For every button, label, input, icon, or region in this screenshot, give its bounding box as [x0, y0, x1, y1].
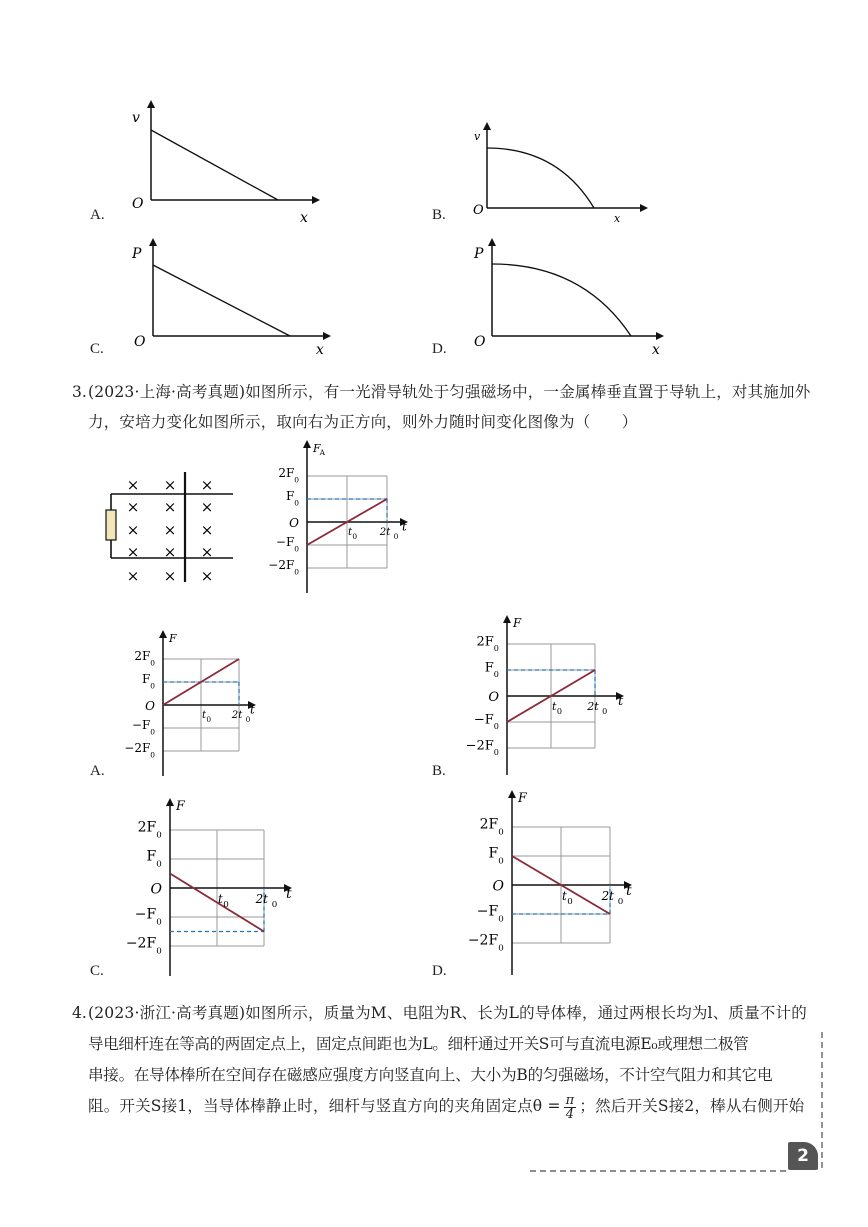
- q3-c-tick-f0-sub: 0: [156, 859, 162, 870]
- q3-b-f-label: F: [513, 616, 522, 630]
- option-b-curve: [487, 148, 594, 208]
- q3-option-d-graph: [466, 790, 646, 980]
- option-c-line: [153, 265, 290, 336]
- q3-option-b-label: B.: [432, 763, 446, 779]
- q3-c-tick-t0: t: [218, 892, 223, 906]
- q3-b-tick-2f0: 2F: [476, 634, 494, 650]
- q3-d-tick-neg-2f0: −2F: [467, 932, 499, 949]
- q3-force-tick-t0: t: [348, 527, 353, 538]
- q3-force-tick-neg-2f0: −2F: [268, 558, 295, 573]
- option-c-yaxis: P: [132, 246, 142, 262]
- q3-a-tick-t0: t: [202, 710, 207, 721]
- q3-b-t-label: t: [618, 694, 624, 710]
- q3-a-tick-neg-2f0: −2F: [124, 741, 151, 756]
- q3-c-tick-t0-sub: 0: [223, 900, 229, 910]
- q3-force-tick-neg-f0-sub: 0: [294, 544, 300, 554]
- option-c-label: C.: [90, 341, 104, 357]
- option-a-yaxis: v: [132, 110, 140, 126]
- q3-rail-diagram: [100, 470, 240, 590]
- q3-d-tick-t0-sub: 0: [567, 897, 573, 907]
- option-b-label: B.: [432, 207, 446, 223]
- q3-d-tick-neg-2f0-sub: 0: [498, 943, 504, 954]
- q3-b-tick-t0-sub: 0: [556, 707, 562, 716]
- q3-b-tick-neg-f0: −F: [473, 712, 494, 728]
- q3-option-b-graph: [466, 615, 636, 780]
- q3-option-c-graph: [116, 798, 306, 980]
- option-b-origin: O: [473, 203, 484, 218]
- q3-number: 3.: [72, 383, 87, 401]
- q3-a-tick-2t0-sub: 0: [245, 715, 251, 724]
- q3-d-tick-f0-sub: 0: [498, 856, 504, 867]
- q3-b-tick-2t0: 2t: [587, 700, 599, 713]
- q3-force-f-label: F: [313, 442, 321, 455]
- q3-d-t-label: t: [626, 882, 632, 899]
- q3-a-tick-f0-sub: 0: [150, 681, 156, 691]
- q4-line4b: ；然后开关S接2，棒从右侧开始: [579, 1097, 805, 1115]
- q3-c-tick-neg-2f0-sub: 0: [156, 946, 162, 957]
- q3-d-tick-t0: t: [562, 889, 567, 903]
- q3-line2: 力，安培力变化如图所示，取向右为正方向，则外力随时间变化图像为（ ）: [88, 413, 638, 431]
- option-c-graph: [120, 238, 335, 358]
- q3-force-f-label-sub: A: [319, 448, 325, 457]
- q3-field-cross-0-1: ×: [163, 476, 177, 494]
- q3-b-tick-neg-f0-sub: 0: [493, 721, 499, 731]
- option-b-xaxis: x: [614, 212, 621, 225]
- q3-c-tick-2f0-sub: 0: [156, 830, 162, 841]
- q3-c-tick-2t0-sub: 0: [271, 900, 278, 910]
- q3-option-c-label: C.: [90, 963, 104, 979]
- q3-field-cross-3-1: ×: [163, 543, 177, 561]
- q3-c-f-label: F: [176, 798, 185, 813]
- q3-field-cross-0-2: ×: [200, 476, 214, 494]
- q3-c-tick-2f0: 2F: [137, 819, 157, 836]
- option-a-line: [151, 130, 278, 200]
- q3-d-origin: O: [492, 878, 504, 895]
- option-d-label: D.: [432, 341, 447, 357]
- q3-field-cross-1-1: ×: [163, 498, 177, 516]
- q3-d-tick-2t0: 2t: [601, 889, 614, 903]
- q3-a-f-label: F: [169, 632, 177, 645]
- q3-d-tick-f0: F: [488, 845, 499, 862]
- q4-line4a: 阻。开关S接1，当导体棒静止时，细杆与竖直方向的夹角固定点θ =: [88, 1097, 561, 1115]
- q3-field-cross-2-0: ×: [126, 521, 140, 539]
- q3-c-tick-f0: F: [146, 848, 157, 865]
- q4-line3: 串接。在导体棒所在空间存在磁感应强度方向竖直向上、大小为B的匀强磁场，不计空气阻力和其它电: [88, 1066, 773, 1084]
- option-d-origin: O: [474, 334, 486, 350]
- q3-force-tick-2t0: 2t: [379, 527, 391, 538]
- q3-a-origin: O: [145, 698, 155, 713]
- q3-a-tick-2f0: 2F: [134, 649, 151, 664]
- q3-force-tick-neg-f0: −F: [275, 535, 295, 550]
- q3-c-tick-neg-f0-sub: 0: [156, 917, 162, 928]
- q3-field-cross-2-1: ×: [163, 521, 177, 539]
- q4-line1: 如图所示，质量为M、电阻为R、长为L的导体棒，通过两根长均为l、质量不计的: [245, 1004, 807, 1022]
- q3-d-tick-2f0: 2F: [479, 816, 499, 833]
- q3-force-tick-2t0-sub: 0: [393, 532, 399, 541]
- q3-c-f-arrow: [166, 798, 174, 806]
- q3-a-tick-neg-2f0-sub: 0: [150, 750, 156, 760]
- q3-force-graph: [262, 438, 422, 598]
- q3-d-tick-neg-f0-sub: 0: [498, 914, 504, 925]
- q3-field-cross-3-2: ×: [200, 543, 214, 561]
- q3-b-tick-2t0-sub: 0: [602, 707, 608, 716]
- q3-b-tick-f0: F: [484, 660, 494, 676]
- q3-field-cross-1-0: ×: [126, 498, 140, 516]
- q3-d-f-label: F: [518, 790, 527, 805]
- q3-force-tick-f0: F: [285, 489, 295, 504]
- option-a-graph: [120, 100, 320, 225]
- q3-option-a-label: A.: [90, 763, 105, 779]
- q3-d-tick-2f0-sub: 0: [498, 827, 504, 838]
- q3-a-tick-2f0-sub: 0: [150, 658, 156, 668]
- q3-c-tick-neg-f0: −F: [134, 906, 157, 923]
- q3-a-tick-2t0: 2t: [231, 710, 243, 721]
- q3-a-tick-neg-f0: −F: [131, 718, 151, 733]
- q3-field-cross-4-1: ×: [163, 567, 177, 585]
- q3-b-tick-f0-sub: 0: [493, 669, 499, 679]
- q4-line2: 导电细杆连在等高的两固定点上，固定点间距也为L。细杆通过开关S可与直流电源E₀或理想二极管: [88, 1035, 749, 1053]
- q3-option-a-graph: [124, 630, 280, 780]
- q3-source: (2023·上海·高考真题): [88, 383, 246, 401]
- q3-c-origin: O: [150, 881, 162, 898]
- q4-number: 4.: [72, 1004, 87, 1022]
- q3-field-cross-2-2: ×: [200, 521, 214, 539]
- q3-force-tick-neg-2f0-sub: 0: [294, 567, 300, 577]
- option-c-xaxis: x: [316, 342, 324, 358]
- q3-d-tick-2t0-sub: 0: [617, 897, 624, 907]
- q3-a-tick-neg-f0-sub: 0: [150, 727, 156, 737]
- q3-force-f-arrow: [303, 440, 311, 448]
- q3-c-t-label: t: [286, 885, 292, 902]
- q3-option-d-label: D.: [432, 963, 447, 979]
- page-border-decoration: [520, 1030, 830, 1180]
- option-d-graph: [468, 238, 668, 358]
- q3-field-cross-4-2: ×: [200, 567, 214, 585]
- option-d-yaxis: P: [474, 246, 484, 262]
- q3-force-tick-t0-sub: 0: [352, 532, 358, 541]
- option-a-xaxis: x: [300, 210, 308, 226]
- q4-frac-den: 4: [565, 1106, 575, 1122]
- q3-a-tick-f0: F: [141, 672, 151, 687]
- q4-frac-num: π: [565, 1092, 575, 1108]
- q3-a-f-arrow: [159, 630, 167, 638]
- q3-resistor: [106, 510, 116, 540]
- q3-b-tick-neg-2f0: −2F: [465, 738, 494, 754]
- option-c-origin: O: [134, 334, 146, 350]
- page-number-badge: 2: [788, 1142, 818, 1170]
- q3-c-tick-neg-2f0: −2F: [125, 935, 157, 952]
- q3-b-f-arrow: [503, 615, 511, 623]
- q3-b-origin: O: [488, 690, 499, 706]
- q3-force-tick-2f0-sub: 0: [294, 475, 300, 485]
- q3-field-cross-1-2: ×: [200, 498, 214, 516]
- q3-text: [88, 377, 823, 437]
- option-a-label: A.: [90, 207, 105, 223]
- q3-force-tick-f0-sub: 0: [294, 498, 300, 508]
- option-b-graph: [468, 122, 648, 227]
- q3-line1: 如图所示，有一光滑导轨处于匀强磁场中，一金属棒垂直置于导轨上，对其施加外: [245, 383, 811, 401]
- q3-field-cross-3-0: ×: [126, 543, 140, 561]
- q3-magnetic-field: [127, 476, 214, 585]
- q3-d-f-arrow: [508, 790, 516, 798]
- q3-a-tick-t0-sub: 0: [206, 715, 212, 724]
- q3-c-tick-2t0: 2t: [255, 892, 268, 906]
- q3-field-cross-4-0: ×: [126, 567, 140, 585]
- q3-d-tick-neg-f0: −F: [476, 903, 499, 920]
- q3-force-t-label: t: [402, 519, 407, 534]
- option-b-yaxis: v: [474, 130, 481, 143]
- q3-force-tick-2f0: 2F: [278, 466, 295, 481]
- q3-b-tick-neg-2f0-sub: 0: [493, 747, 499, 757]
- q4-source: (2023·浙江·高考真题): [88, 1004, 246, 1022]
- q3-a-t-label: t: [250, 702, 255, 717]
- q3-force-origin: O: [289, 515, 299, 530]
- option-a-origin: O: [132, 196, 144, 212]
- q3-b-tick-t0: t: [552, 700, 557, 713]
- q3-field-cross-0-0: ×: [126, 476, 140, 494]
- q3-b-tick-2f0-sub: 0: [493, 643, 499, 653]
- option-d-curve: [492, 264, 631, 336]
- option-d-xaxis: x: [652, 342, 660, 358]
